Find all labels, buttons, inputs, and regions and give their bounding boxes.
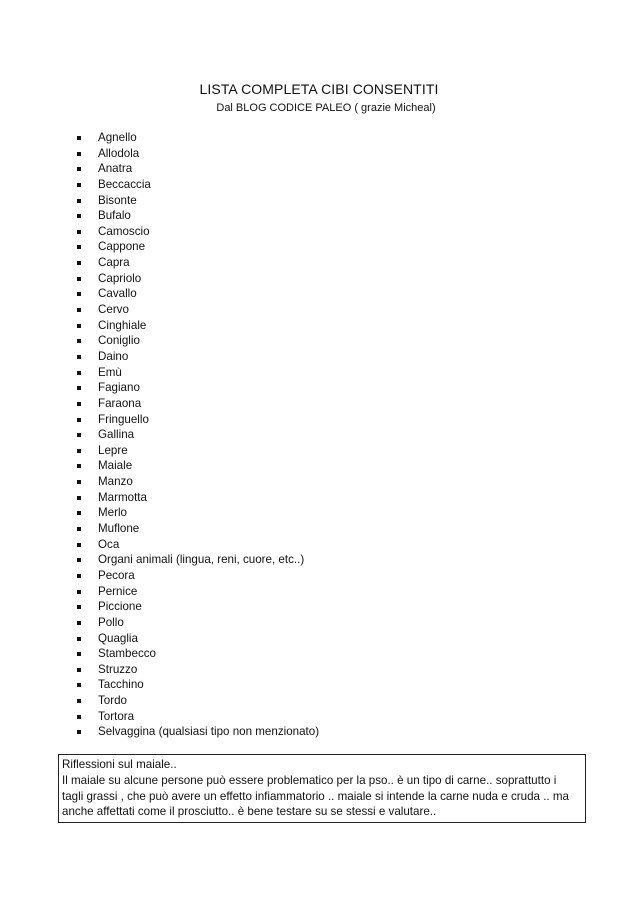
list-item-label: Fagiano [98, 381, 140, 395]
bullet-icon [77, 308, 81, 312]
list-item-label: Daino [98, 349, 129, 363]
bullet-icon [77, 683, 81, 687]
list-item-label: Stambecco [98, 647, 156, 661]
bullet-icon [77, 324, 81, 328]
document-title: LISTA COMPLETA CIBI CONSENTITI [199, 81, 439, 97]
bullet-icon [77, 355, 81, 359]
note-text-line: tagli grassi , che può avere un effetto infiammatorio .. maiale si intende la carne nuda e cruda .. ma [62, 789, 569, 803]
note-box [58, 754, 586, 823]
list-item-label: Beccaccia [98, 177, 151, 191]
list-item-label: Allodola [98, 146, 140, 160]
list-item-label: Lepre [98, 443, 128, 457]
bullet-icon [77, 152, 81, 156]
list-item-label: Selvaggina (qualsiasi tipo non menzionato) [98, 725, 320, 739]
bullet-icon [77, 136, 81, 140]
bullet-icon [77, 511, 81, 515]
list-item-label: Faraona [98, 396, 142, 410]
note-text-line: Il maiale su alcune persone può essere problematico per la pso.. è un tipo di carne.. soprattutto i [62, 773, 557, 787]
bullet-icon [77, 214, 81, 218]
list-item-label: Marmotta [98, 490, 147, 504]
list-item-label: Gallina [98, 428, 135, 442]
bullet-icon [77, 230, 81, 234]
list-item-label: Bisonte [98, 193, 137, 207]
list-item-label: Fringuello [98, 412, 149, 426]
list-item-label: Oca [98, 537, 120, 551]
bullet-icon [77, 183, 81, 187]
list-item-label: Piccione [98, 600, 142, 614]
bullet-icon [77, 386, 81, 390]
list-item-label: Camoscio [98, 224, 150, 238]
bullet-icon [77, 652, 81, 656]
bullet-icon [77, 464, 81, 468]
list-item-label: Capriolo [98, 271, 142, 285]
bullet-icon [77, 371, 81, 375]
bullet-icon [77, 527, 81, 531]
bullet-icon [77, 574, 81, 578]
note-heading: Riflessioni sul maiale.. [62, 758, 177, 771]
bullet-icon [77, 245, 81, 249]
bullet-icon [77, 668, 81, 672]
bullet-icon [77, 261, 81, 265]
bullet-icon [77, 699, 81, 703]
bullet-icon [77, 621, 81, 625]
list-item-label: Cappone [98, 240, 146, 254]
bullet-icon [77, 167, 81, 171]
list-item-label: Muflone [98, 522, 140, 536]
list-item-label: Capra [98, 256, 130, 270]
list-item-label: Emù [98, 365, 122, 379]
bullet-icon [77, 339, 81, 343]
list-item-label: Agnello [98, 131, 137, 144]
bullet-icon [77, 199, 81, 203]
bullet-icon [77, 480, 81, 484]
note-text-line: anche affettati come il prosciutto.. è bene testare su se stessi e valutare.. [62, 805, 437, 819]
bullet-icon [77, 449, 81, 453]
list-item-label: Cinghiale [98, 318, 147, 332]
list-item-label: Cervo [98, 303, 129, 317]
list-item-label: Pollo [98, 615, 124, 629]
list-item-label: Pecora [98, 568, 135, 582]
bullet-icon [77, 637, 81, 641]
list-item-label: Manzo [98, 475, 133, 489]
bullet-icon [77, 292, 81, 296]
list-item-label: Anatra [98, 162, 133, 176]
list-item-label: Tortora [98, 709, 135, 723]
bullet-icon [77, 590, 81, 594]
document-subtitle: Dal BLOG CODICE PALEO ( grazie Micheal) [216, 102, 436, 114]
bullet-icon [77, 277, 81, 281]
list-item-label: Tacchino [98, 678, 144, 692]
list-item-label: Merlo [98, 506, 127, 520]
list-item-label: Struzzo [98, 662, 138, 676]
list-item-label: Maiale [98, 459, 133, 473]
bullet-icon [77, 543, 81, 547]
list-item-label: Tordo [98, 694, 128, 708]
bullet-icon [77, 605, 81, 609]
bullet-icon [77, 433, 81, 437]
list-item-label: Quaglia [98, 631, 138, 645]
bullet-icon [77, 418, 81, 422]
list-item-label: Bufalo [98, 209, 131, 223]
bullet-icon [77, 715, 81, 719]
list-item-label: Pernice [98, 584, 138, 598]
list-item-label: Coniglio [98, 334, 140, 348]
bullet-icon [77, 496, 81, 500]
bullet-icon [77, 730, 81, 734]
bullet-icon [77, 558, 81, 562]
list-item-label: Cavallo [98, 287, 137, 301]
bullet-icon [77, 402, 81, 406]
list-item-label: Organi animali (lingua, reni, cuore, etc..) [98, 553, 305, 567]
